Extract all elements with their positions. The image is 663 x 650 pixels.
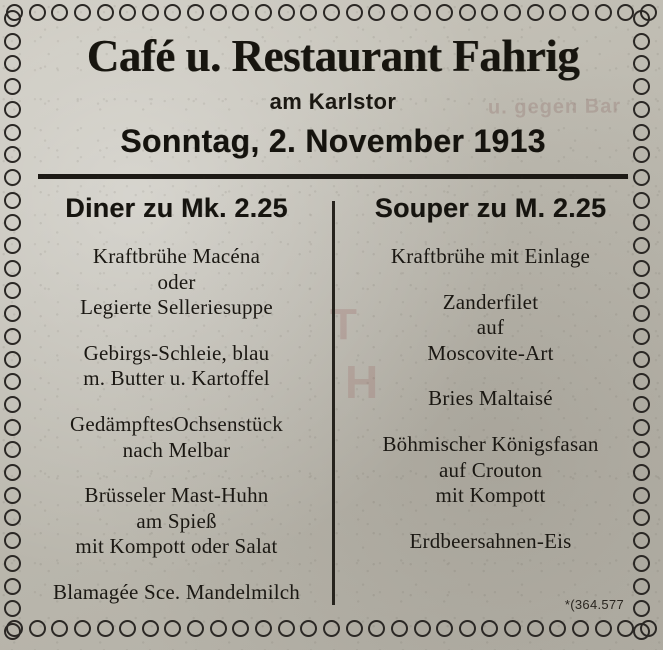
bead-ornament: [346, 4, 363, 21]
bead-ornament: [97, 620, 114, 637]
date-line: Sonntag, 2. November 1913: [120, 122, 546, 159]
bead-ornament: [142, 4, 159, 21]
menu-item-line: nach Melbar: [122, 437, 231, 462]
menu-item: [351, 432, 630, 509]
bead-ornament: [4, 578, 21, 595]
location-subtitle: am Karlstor: [269, 88, 397, 114]
bleedthrough-text-2: T: [330, 300, 358, 349]
bead-ornament: [4, 373, 21, 390]
bead-ornament: [323, 620, 340, 637]
bead-ornament: [4, 192, 21, 209]
bead-ornament: [595, 620, 612, 637]
menu-item: [351, 386, 630, 412]
bead-ornament: [4, 555, 21, 572]
bead-ornament: [633, 328, 650, 345]
bead-ornament: [633, 464, 650, 481]
bead-ornament: [142, 620, 159, 637]
bead-ornament: [232, 4, 249, 21]
bleedthrough-text-1: u. gegen Bar: [487, 95, 622, 119]
bead-ornament: [633, 351, 650, 368]
bead-ornament: [51, 4, 68, 21]
bead-ornament: [436, 4, 453, 21]
bead-ornament: [323, 4, 340, 21]
bead-ornament: [633, 623, 650, 640]
bead-ornament: [4, 169, 21, 186]
bead-ornament: [572, 4, 589, 21]
menu-item-line: m. Butter u. Kartoffel: [83, 366, 270, 391]
bead-ornament: [633, 192, 650, 209]
bead-ornament: [459, 620, 476, 637]
bead-ornament: [4, 441, 21, 458]
bead-ornament: [633, 10, 650, 27]
bead-ornament: [4, 600, 21, 617]
bead-ornament: [4, 282, 21, 299]
bead-ornament: [4, 124, 21, 141]
menu-column-diner: [36, 193, 333, 606]
menu-item: [351, 290, 630, 367]
bead-ornament: [278, 4, 295, 21]
bead-ornament: [368, 620, 385, 637]
menu-item-line: Böhmischer Königsfasan: [382, 431, 599, 456]
bead-ornament: [51, 620, 68, 637]
bead-ornament: [504, 620, 521, 637]
ad-content: [36, 30, 630, 622]
menu-item: [36, 244, 317, 321]
menu-item-line: Legierte Selleriesuppe: [80, 295, 273, 320]
menu-item-line: Erdbeersahnen-Eis: [409, 528, 572, 553]
bead-ornament: [4, 464, 21, 481]
bead-ornament: [4, 351, 21, 368]
menu-item-line: auf Crouton: [438, 457, 543, 482]
bead-ornament: [4, 623, 21, 640]
bead-ornament: [633, 55, 650, 72]
menu-item: [351, 244, 630, 270]
bead-ornament: [414, 4, 431, 21]
restaurant-title: Café u. Restaurant Fahrig: [86, 31, 580, 81]
bead-ornament: [164, 4, 181, 21]
bead-ornament: [633, 78, 650, 95]
bead-ornament: [4, 101, 21, 118]
bead-ornament: [4, 146, 21, 163]
bead-ornament: [617, 4, 634, 21]
menu-heading-diner: Diner zu Mk. 2.25: [65, 192, 288, 223]
bead-ornament: [633, 373, 650, 390]
bead-ornament: [300, 4, 317, 21]
bead-ornament: [595, 4, 612, 21]
menu-item-line: am Spieß: [136, 508, 217, 533]
bead-ornament: [4, 305, 21, 322]
menu-item-line: Blamagée Sce. Mandelmilch: [52, 579, 300, 604]
bead-ornament: [633, 600, 650, 617]
bead-ornament: [346, 620, 363, 637]
bead-ornament: [391, 620, 408, 637]
menu-item: [36, 483, 317, 560]
bead-ornament: [187, 620, 204, 637]
menu-item: [351, 529, 630, 555]
bead-ornament: [633, 260, 650, 277]
menu-item-line: Gebirgs-Schleie, blau: [83, 340, 270, 365]
bead-ornament: [97, 4, 114, 21]
bead-ornament: [414, 620, 431, 637]
menu-item: [36, 580, 317, 606]
bead-ornament: [572, 620, 589, 637]
menu-item: [36, 341, 317, 392]
menu-column-souper: [333, 192, 630, 612]
bead-ornament: [391, 4, 408, 21]
bead-ornament: [527, 4, 544, 21]
bead-ornament: [527, 620, 544, 637]
bead-ornament: [4, 33, 21, 50]
menu-item-line: Kraftbrühe mit Einlage: [390, 243, 591, 268]
bead-ornament: [4, 396, 21, 413]
bead-ornament: [481, 4, 498, 21]
menu-item-line: auf: [476, 315, 505, 340]
bead-ornament: [549, 620, 566, 637]
bead-ornament: [4, 487, 21, 504]
bead-ornament: [481, 620, 498, 637]
bead-ornament: [187, 4, 204, 21]
menu-item-line: oder: [157, 269, 196, 294]
bead-ornament: [4, 78, 21, 95]
bleedthrough-text-3: H: [345, 356, 380, 408]
bead-ornament: [633, 509, 650, 526]
bead-ornament: [210, 4, 227, 21]
bead-ornament: [368, 4, 385, 21]
bead-ornament: [633, 396, 650, 413]
bead-ornament: [4, 10, 21, 27]
bead-ornament: [633, 282, 650, 299]
bead-ornament: [74, 4, 91, 21]
reference-number: *(364.577: [564, 596, 624, 612]
bead-ornament: [210, 620, 227, 637]
bead-border-top: [0, 4, 663, 30]
bead-ornament: [633, 214, 650, 231]
menu-item-line: mit Kompott oder Salat: [75, 534, 278, 559]
bead-ornament: [633, 532, 650, 549]
bead-ornament: [633, 305, 650, 322]
horizontal-divider: [38, 174, 628, 179]
bead-ornament: [278, 620, 295, 637]
menu-item-line: mit Kompott: [435, 483, 546, 508]
bead-ornament: [4, 260, 21, 277]
bead-ornament: [633, 419, 650, 436]
menu-item-line: Kraftbrühe Macéna: [92, 243, 261, 268]
menu-item-line: Zanderfilet: [442, 289, 539, 314]
bead-ornament: [633, 441, 650, 458]
bead-ornament: [4, 55, 21, 72]
bead-ornament: [4, 509, 21, 526]
bead-ornament: [164, 620, 181, 637]
bead-ornament: [29, 620, 46, 637]
bead-ornament: [633, 101, 650, 118]
bead-ornament: [633, 555, 650, 572]
bead-ornament: [4, 328, 21, 345]
bead-border-left: [4, 4, 30, 646]
bead-ornament: [633, 487, 650, 504]
bead-ornament: [459, 4, 476, 21]
bead-ornament: [633, 237, 650, 254]
bead-ornament: [74, 620, 91, 637]
bead-ornament: [4, 237, 21, 254]
bead-ornament: [300, 620, 317, 637]
bead-ornament: [4, 419, 21, 436]
bead-ornament: [232, 620, 249, 637]
bead-border-right: [633, 4, 659, 646]
menu-item: [36, 412, 317, 463]
bead-ornament: [504, 4, 521, 21]
bead-ornament: [4, 532, 21, 549]
menu-item-line: Brüsseler Mast-Huhn: [84, 483, 269, 508]
bead-ornament: [119, 4, 136, 21]
menu-item-line: Moscovite-Art: [427, 340, 554, 365]
bead-ornament: [119, 620, 136, 637]
bead-ornament: [633, 33, 650, 50]
bead-border-bottom: [0, 620, 663, 646]
menu-item-line: Bries Maltaisé: [428, 386, 553, 411]
bead-ornament: [633, 124, 650, 141]
bead-ornament: [255, 4, 272, 21]
bead-ornament: [633, 578, 650, 595]
bead-ornament: [617, 620, 634, 637]
bead-ornament: [633, 146, 650, 163]
menu-item-line: GedämpftesOchsenstück: [70, 411, 283, 436]
menu-columns: [36, 192, 630, 612]
bead-ornament: [633, 169, 650, 186]
menu-heading-souper: Souper zu M. 2.25: [374, 192, 607, 223]
bead-ornament: [549, 4, 566, 21]
bead-ornament: [4, 214, 21, 231]
bead-ornament: [255, 620, 272, 637]
bead-ornament: [436, 620, 453, 637]
bead-ornament: [29, 4, 46, 21]
